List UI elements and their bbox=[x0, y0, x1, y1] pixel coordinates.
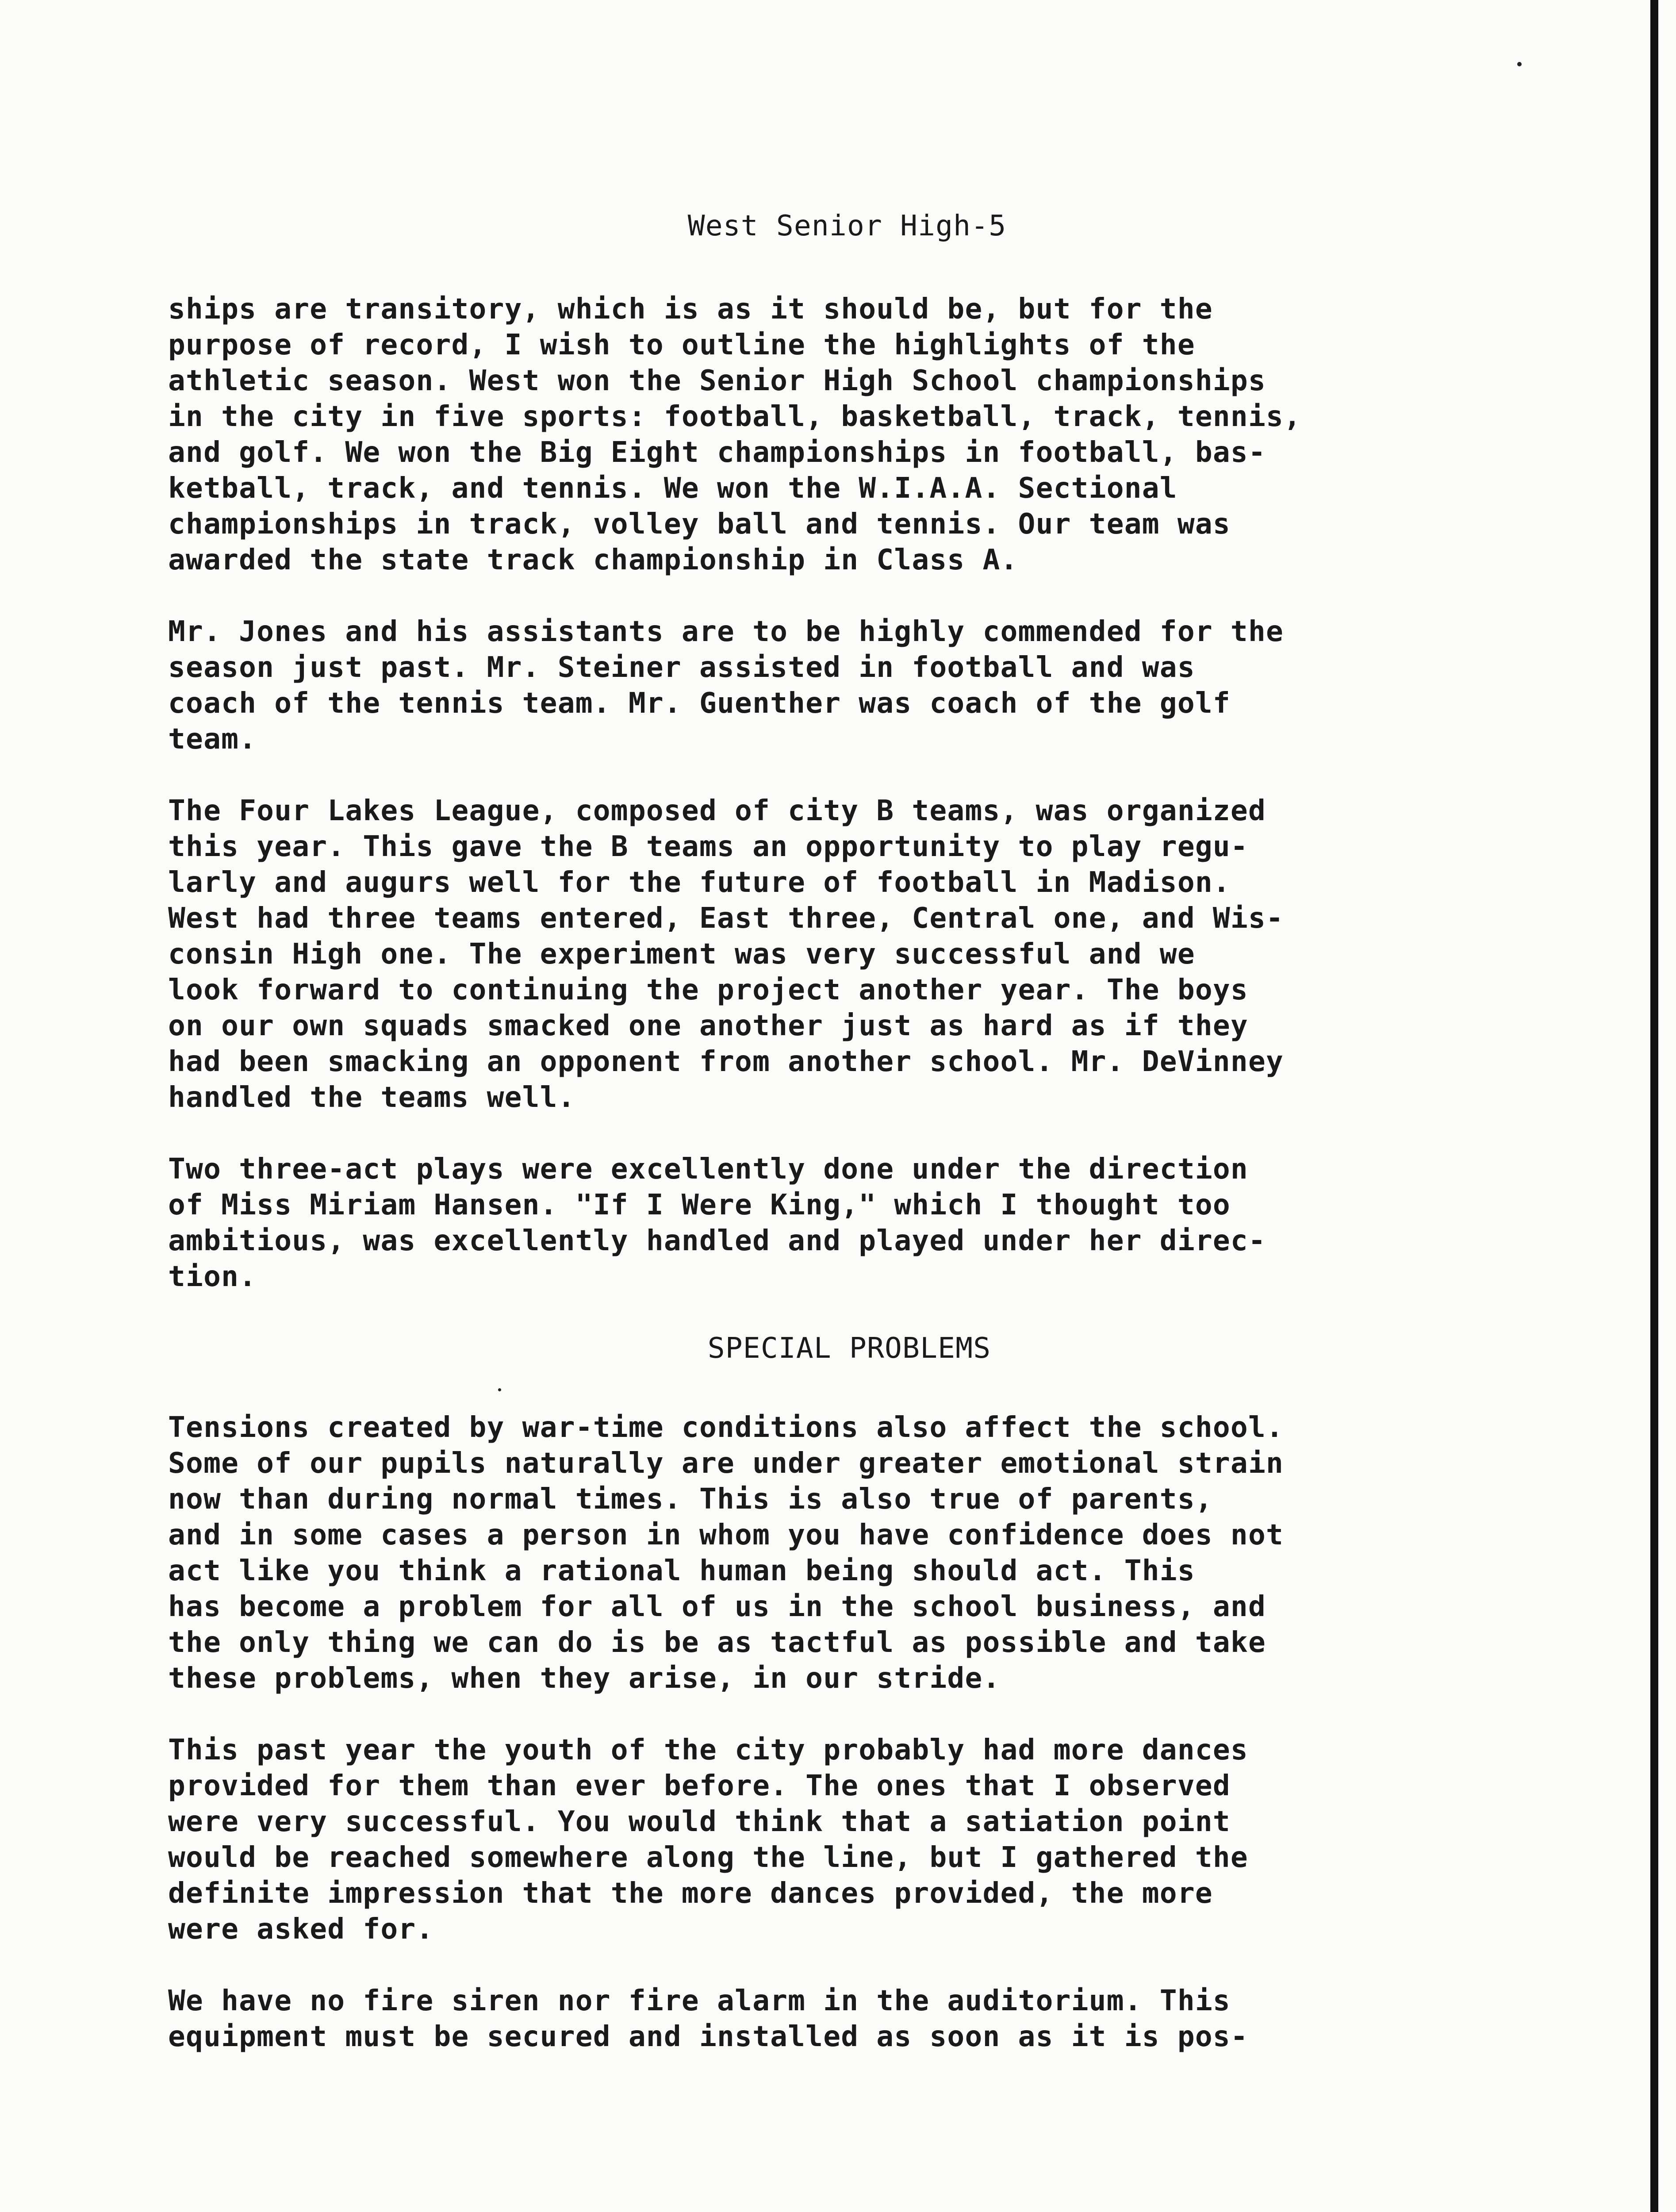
text-line: has become a problem for all of us in the school business, and bbox=[168, 1590, 1266, 1623]
document-body bbox=[168, 208, 1530, 2090]
paragraphs-after bbox=[168, 1409, 1530, 2055]
paragraphs-before bbox=[168, 291, 1530, 1294]
paragraph bbox=[168, 614, 1530, 757]
paragraph bbox=[168, 793, 1530, 1115]
text-line: were asked for. bbox=[168, 1912, 434, 1946]
text-line: We have no fire siren nor fire alarm in the auditorium. This bbox=[168, 1984, 1231, 2017]
text-line: in the city in five sports: football, basketball, track, tennis, bbox=[168, 400, 1302, 433]
text-line: ambitious, was excellently handled and played under her direc- bbox=[168, 1224, 1266, 1257]
text-line: team. bbox=[168, 722, 257, 756]
text-line: now than during normal times. This is also true of parents, bbox=[168, 1482, 1213, 1516]
text-line: act like you think a rational human being should act. This bbox=[168, 1554, 1195, 1587]
text-line: equipment must be secured and installed as soon as it is pos- bbox=[168, 2020, 1248, 2053]
text-line: would be reached somewhere along the line, but I gathered the bbox=[168, 1841, 1248, 1874]
text-line: Some of our pupils naturally are under greater emotional strain bbox=[168, 1447, 1284, 1480]
paragraph bbox=[168, 1409, 1530, 1696]
text-line: Two three-act plays were excellently done under the direction bbox=[168, 1152, 1248, 1186]
text-line: West had three teams entered, East three, Central one, and Wis- bbox=[168, 902, 1284, 935]
text-line: handled the teams well. bbox=[168, 1081, 575, 1114]
paragraph bbox=[168, 1732, 1530, 1947]
text-line: these problems, when they arise, in our stride. bbox=[168, 1662, 1001, 1695]
text-line: Mr. Jones and his assistants are to be highly commended for the bbox=[168, 615, 1284, 648]
scan-border-right bbox=[1650, 0, 1658, 2212]
text-line: awarded the state track championship in Class A. bbox=[168, 543, 1018, 576]
text-line: coach of the tennis team. Mr. Guenther was coach of the golf bbox=[168, 687, 1231, 720]
text-line: season just past. Mr. Steiner assisted in football and was bbox=[168, 651, 1195, 684]
text-line: were very successful. You would think that a satiation point bbox=[168, 1805, 1231, 1838]
text-line: championships in track, volley ball and tennis. Our team was bbox=[168, 507, 1231, 541]
text-line: ships are transitory, which is as it should be, but for the bbox=[168, 292, 1213, 326]
paragraph bbox=[168, 1983, 1530, 2055]
text-line: definite impression that the more dances provided, the more bbox=[168, 1877, 1213, 1910]
text-line: consin High one. The experiment was very successful and we bbox=[168, 937, 1195, 971]
paragraph bbox=[168, 1151, 1530, 1294]
text-line: on our own squads smacked one another just as hard as if they bbox=[168, 1009, 1248, 1042]
text-line: look forward to continuing the project another year. The boys bbox=[168, 973, 1248, 1006]
text-line: provided for them than ever before. The ones that I observed bbox=[168, 1769, 1231, 1802]
text-line: had been smacking an opponent from another school. Mr. DeVinney bbox=[168, 1045, 1284, 1078]
text-line: this year. This gave the B teams an opportunity to play regu- bbox=[168, 830, 1248, 863]
page-header: West Senior High-5 bbox=[687, 209, 1007, 242]
paragraph bbox=[168, 291, 1530, 578]
text-line: larly and augurs well for the future of football in Madison. bbox=[168, 866, 1231, 899]
text-line: and in some cases a person in whom you have confidence does not bbox=[168, 1518, 1284, 1551]
text-line: purpose of record, I wish to outline the highlights of the bbox=[168, 328, 1195, 361]
text-line: the only thing we can do is be as tactful as possible and take bbox=[168, 1626, 1266, 1659]
text-line: athletic season. West won the Senior High School championships bbox=[168, 364, 1266, 397]
section-heading: SPECIAL PROBLEMS bbox=[707, 1332, 991, 1365]
text-line: This past year the youth of the city probably had more dances bbox=[168, 1733, 1248, 1767]
text-line: The Four Lakes League, composed of city B teams, was organized bbox=[168, 794, 1266, 827]
text-line: ketball, track, and tennis. We won the W.I.A.A. Sectional bbox=[168, 472, 1177, 505]
text-line: Tensions created by war-time conditions also affect the school. bbox=[168, 1411, 1284, 1444]
text-line: and golf. We won the Big Eight championships in football, bas- bbox=[168, 436, 1266, 469]
text-line: of Miss Miriam Hansen. "If I Were King," which I thought too bbox=[168, 1188, 1231, 1221]
scan-speck bbox=[1517, 62, 1522, 66]
text-line: tion. bbox=[168, 1260, 257, 1293]
